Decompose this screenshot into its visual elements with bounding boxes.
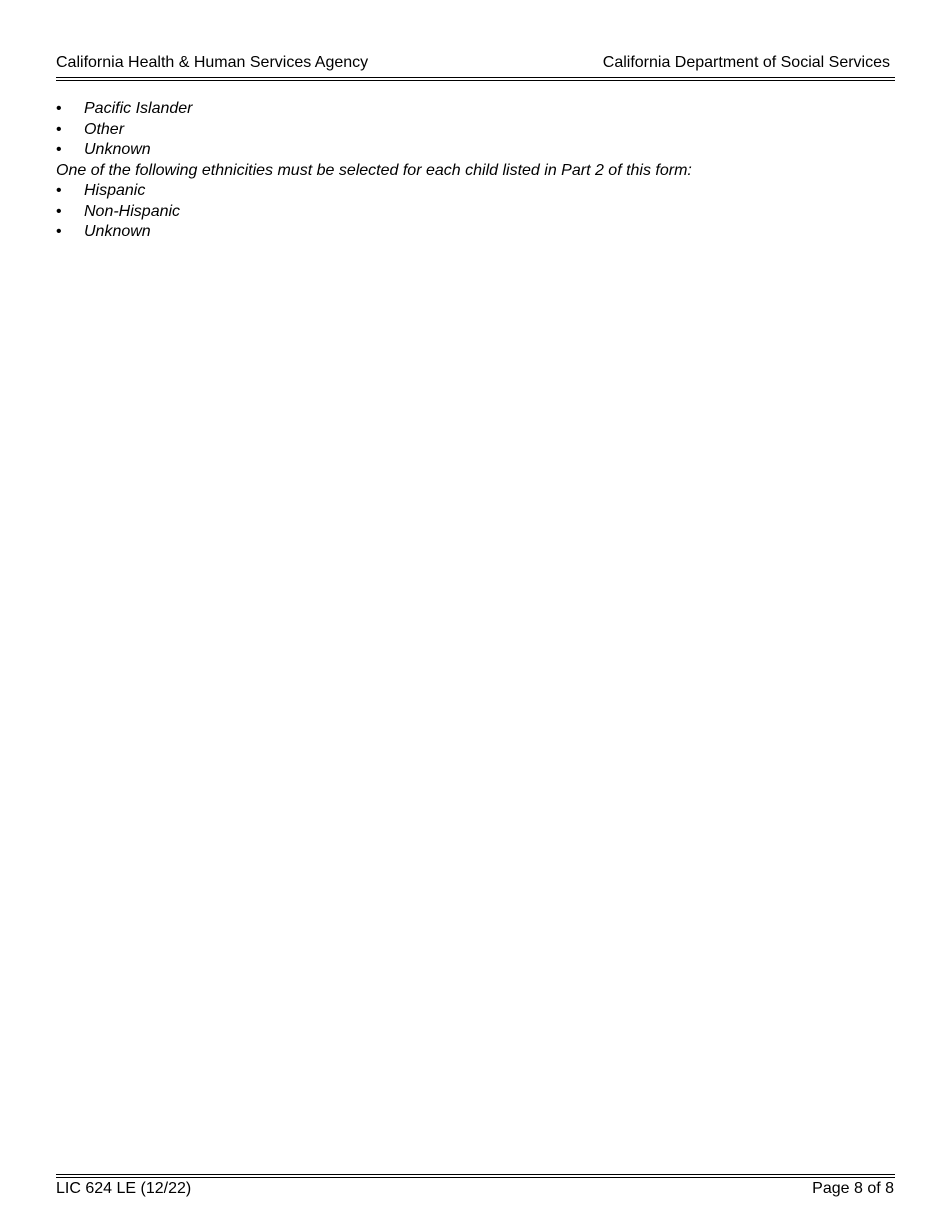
bullet-icon: • (56, 182, 62, 199)
department-name: California Department of Social Services (602, 54, 890, 71)
bullet-icon: • (56, 202, 62, 220)
agency-name: California Health & Human Services Agency (56, 54, 369, 71)
list-item (56, 120, 894, 141)
bullet-icon: • (56, 100, 62, 117)
bullet-icon: • (56, 223, 62, 240)
list-item (56, 181, 894, 202)
bullet-icon: • (56, 120, 62, 138)
page-body (56, 99, 894, 243)
header-rule-bottom (56, 80, 895, 81)
list-item (56, 222, 894, 243)
footer-rule-bottom (56, 1177, 895, 1178)
list-item-text: Other (84, 120, 125, 138)
page-number: Page 8 of 8 (812, 1180, 894, 1197)
bullet-icon: • (56, 141, 62, 158)
list-item (56, 140, 894, 161)
list-item-text: Non-Hispanic (84, 202, 181, 220)
list-item (56, 99, 894, 120)
list-item-text: Hispanic (84, 182, 146, 199)
ethnicity-instruction: One of the following ethnicities must be selected for each child listed in Part 2 of this form: (56, 161, 692, 179)
list-item-text: Pacific Islander (84, 100, 193, 117)
header-rule-top (56, 77, 895, 78)
footer-rule-top (56, 1174, 895, 1175)
list-item-text: Unknown (84, 223, 151, 240)
list-item (56, 202, 894, 223)
list-item-text: Unknown (84, 141, 151, 158)
form-id: LIC 624 LE (12/22) (56, 1180, 192, 1197)
